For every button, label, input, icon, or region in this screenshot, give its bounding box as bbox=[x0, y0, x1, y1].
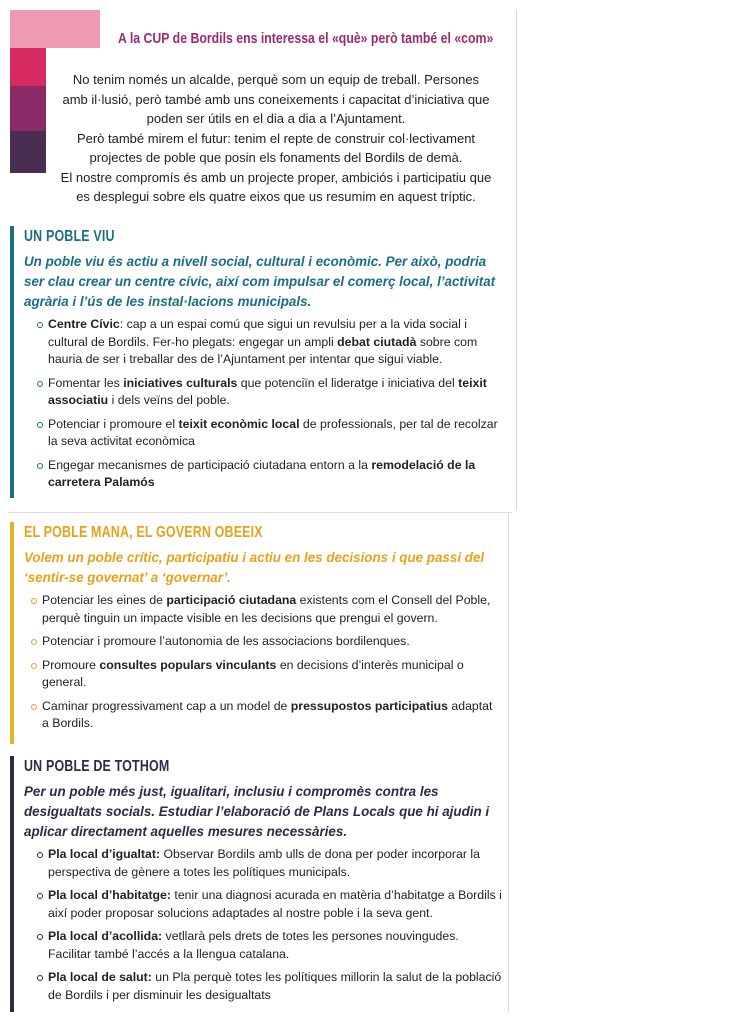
color-block-dark bbox=[10, 131, 46, 173]
page-title: A la CUP de Bordils ens interessa el «què» però també el «com» bbox=[118, 30, 494, 47]
section-accent-bar bbox=[10, 522, 14, 744]
item-text: Fomentar les bbox=[48, 375, 124, 390]
list-item bbox=[30, 592, 496, 627]
bold-text: Centre Cívic bbox=[48, 317, 120, 331]
section-title: UN POBLE VIU bbox=[24, 228, 115, 245]
item-text: de professionals, per tal de recolzar la seva activitat econòmica bbox=[48, 416, 498, 448]
item-text: un Pla perquè totes les polítiques millorin la salut de la població de Bordils i per disminuir les desigualtats bbox=[48, 970, 502, 1002]
page-edge bbox=[516, 10, 517, 510]
bold-text: pressupostos participatius bbox=[290, 698, 448, 713]
item-text: sobre com hauria de ser i treballar des de l’Ajuntament per intentar que sigui viable. bbox=[48, 334, 478, 366]
intro-paragraph: No tenim només un alcalde, perquè som un equip de treball. Persones amb il·lusió, però també amb uns coneixements i capacitat d’iniciativa que poden ser útils en el dia a dia a l’Ajuntament. bbox=[62, 72, 490, 126]
list-item bbox=[30, 633, 496, 651]
page-edge bbox=[508, 512, 509, 1012]
item-text: Promoure bbox=[42, 657, 100, 672]
list-item bbox=[36, 928, 502, 963]
section-title: UN POBLE DE TOTHOM bbox=[24, 758, 170, 775]
bold-text: remodelació de la carretera Palamós bbox=[48, 457, 476, 489]
list-item bbox=[30, 657, 496, 692]
item-text: i dels veïns del poble. bbox=[108, 393, 230, 407]
list-item bbox=[36, 457, 502, 492]
bold-text: Pla local d’acollida: bbox=[48, 929, 163, 943]
section-lead: Per un poble més just, igualitari, inclusiu i compromès contra les desigualtats socials. Estudiar l’elaboració de Plans Locals que hi ajudin i aplicar directament aquelles mesures necessàries. bbox=[24, 784, 490, 839]
list-item bbox=[30, 698, 496, 733]
item-text: que potenciïn el lideratge i iniciativa del bbox=[237, 375, 459, 390]
item-text: : cap a un espai comú que sigui un revulsiu per a la vida social i cultural de Bordils. Fer-ho plegats: engegar un ampli bbox=[48, 317, 468, 349]
intro-paragraph: El nostre compromís és amb un projecte proper, ambiciós i participatiu que es desplegui sobre els quatre eixos que us resumim en aquest tríptic. bbox=[60, 169, 492, 204]
section-un-poble-viu bbox=[10, 226, 502, 498]
list-item bbox=[36, 887, 502, 922]
bold-text: Pla local d’habitatge: bbox=[48, 888, 171, 902]
item-text: en decisions d’interès municipal o general. bbox=[42, 657, 464, 689]
list-item bbox=[36, 969, 502, 1004]
item-text: Potenciar i promoure l’autonomia de les associacions bordilenques. bbox=[42, 634, 410, 648]
section-title: EL POBLE MANA, EL GOVERN OBEEIX bbox=[24, 524, 263, 541]
intro-paragraph: Però també mirem el futur: tenim el repte de construir col·lectivament projectes de poble que posin els fonaments del Bordils de demà. bbox=[76, 130, 476, 165]
section-el-poble-mana bbox=[10, 522, 502, 744]
item-text: Caminar progressivament cap a un model de bbox=[42, 698, 291, 713]
list-item bbox=[36, 316, 502, 369]
item-text: Observar Bordils amb ulls de dona per poder incorporar la perspectiva de gènere a totes les polítiques municipals. bbox=[48, 847, 480, 879]
section-lead: Volem un poble crític, participatiu i actiu en les decisions i que passi del ‘sentir-se governat’ a ‘governar’. bbox=[24, 550, 485, 585]
section-accent-bar bbox=[10, 226, 14, 498]
section-list bbox=[30, 592, 496, 739]
bold-text: teixit econòmic local bbox=[178, 416, 300, 431]
section-lead: Un poble viu és actiu a nivell social, cultural i econòmic. Per això, podria ser clau crear un centre cívic, així com impulsar el comerç local, l’activitat agrària i l’ús de les instal·lacions municipals. bbox=[24, 254, 496, 309]
intro-text bbox=[60, 70, 492, 207]
item-text: existents com el Consell del Poble, perquè tinguin un impacte visible en les decisions que prengui el govern. bbox=[42, 593, 491, 625]
bold-text: teixit associatiu bbox=[48, 375, 487, 407]
section-accent-bar bbox=[10, 756, 14, 1012]
section-list bbox=[36, 846, 502, 1010]
list-item bbox=[36, 416, 502, 451]
bold-text: participació ciutadana bbox=[166, 593, 297, 607]
item-text: tenir una diagnosi acurada en matèria d’habitatge a Bordils i així poder proposar solucions adaptades al nostre poble i la seva gent. bbox=[48, 888, 502, 920]
list-item bbox=[36, 375, 502, 410]
item-text: Engegar mecanismes de participació ciutadana entorn a la bbox=[48, 457, 372, 472]
page-edge bbox=[8, 512, 512, 513]
bold-text: Pla local de salut: bbox=[48, 970, 152, 984]
item-text: Potenciar les eines de bbox=[42, 593, 167, 607]
item-text: Potenciar i promoure el bbox=[48, 416, 179, 431]
color-block-red bbox=[10, 48, 46, 86]
section-list bbox=[36, 316, 502, 498]
color-block-pink bbox=[10, 10, 100, 48]
bold-text: consultes populars vinculants bbox=[99, 657, 277, 672]
bold-text: Pla local d’igualtat: bbox=[48, 847, 161, 861]
bold-text: debat ciutadà bbox=[337, 334, 417, 349]
color-block-purple bbox=[10, 86, 46, 131]
item-text: adaptat a Bordils. bbox=[42, 698, 493, 730]
bold-text: iniciatives culturals bbox=[123, 375, 238, 390]
section-un-poble-de-tothom bbox=[10, 756, 502, 1012]
item-text: vetllarà pels drets de totes les persones nouvingudes. Facilitar també l’accés a la llengua catalana. bbox=[48, 929, 459, 961]
list-item bbox=[36, 846, 502, 881]
